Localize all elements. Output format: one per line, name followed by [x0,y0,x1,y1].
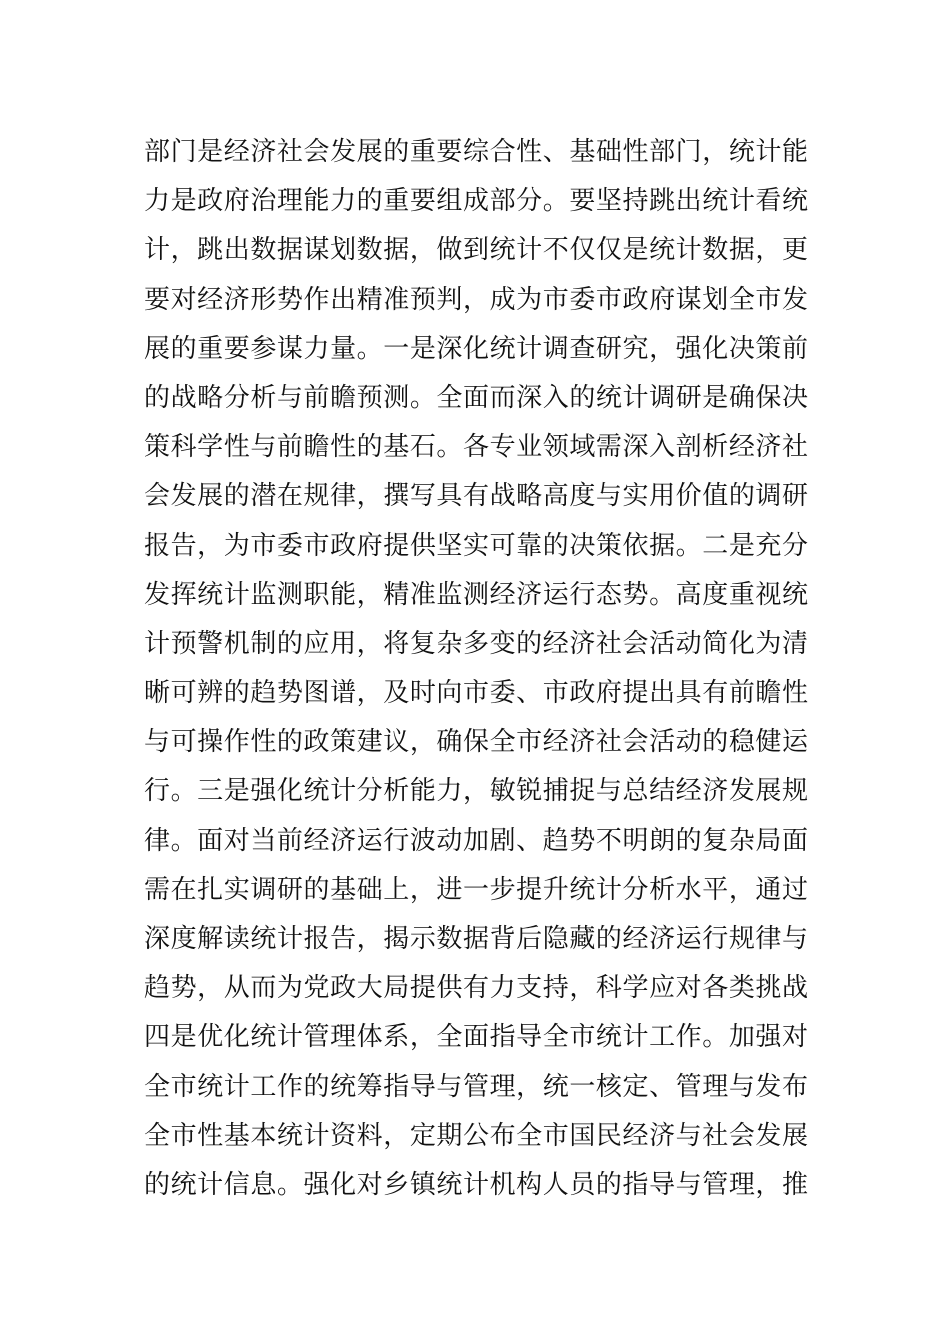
text-line: 报告，为市委市政府提供坚实可靠的决策依据。二是充分 [144,530,808,561]
text-line: 的战略分析与前瞻预测。全面而深入的统计调研是确保决 [144,382,808,413]
text-line: 力是政府治理能力的重要组成部分。要坚持跳出统计看统 [144,186,808,217]
text-line: 晰可辨的趋势图谱，及时向市委、市政府提出具有前瞻性 [144,678,808,709]
text-line: 行。三是强化统计分析能力，敏锐捕捉与总结经济发展规 [144,776,808,807]
text-line: 四是优化统计管理体系，全面指导全市统计工作。加强对 [144,1022,808,1053]
text-line: 展的重要参谋力量。一是深化统计调查研究，强化决策前 [144,333,808,364]
text-line: 与可操作性的政策建议，确保全市经济社会活动的稳健运 [144,727,808,758]
text-line: 要对经济形势作出精准预判，成为市委市政府谋划全市发 [144,284,808,315]
text-line: 全市性基本统计资料，定期公布全市国民经济与社会发展 [144,1120,808,1151]
text-line: 计，跳出数据谋划数据，做到统计不仅仅是统计数据，更 [144,235,808,266]
text-line: 全市统计工作的统筹指导与管理，统一核定、管理与发布 [144,1071,808,1102]
text-line: 的统计信息。强化对乡镇统计机构人员的指导与管理，推 [144,1169,808,1200]
text-line: 律。面对当前经济运行波动加剧、趋势不明朗的复杂局面 [144,825,808,856]
text-line: 会发展的潜在规律，撰写具有战略高度与实用价值的调研 [144,481,808,512]
text-line: 需在扎实调研的基础上，进一步提升统计分析水平，通过 [144,874,808,905]
text-line: 趋势，从而为党政大局提供有力支持，科学应对各类挑战 [144,973,808,1004]
body-text [144,128,808,1210]
text-line: 部门是经济社会发展的重要综合性、基础性部门，统计能 [144,137,808,167]
text-line: 深度解读统计报告，揭示数据背后隐藏的经济运行规律与 [144,924,808,954]
text-line: 发挥统计监测职能，精准监测经济运行态势。高度重视统 [144,579,808,610]
text-line: 策科学性与前瞻性的基石。各专业领域需深入剖析经济社 [144,432,808,463]
text-line: 计预警机制的应用，将复杂多变的经济社会活动简化为清 [144,628,808,659]
